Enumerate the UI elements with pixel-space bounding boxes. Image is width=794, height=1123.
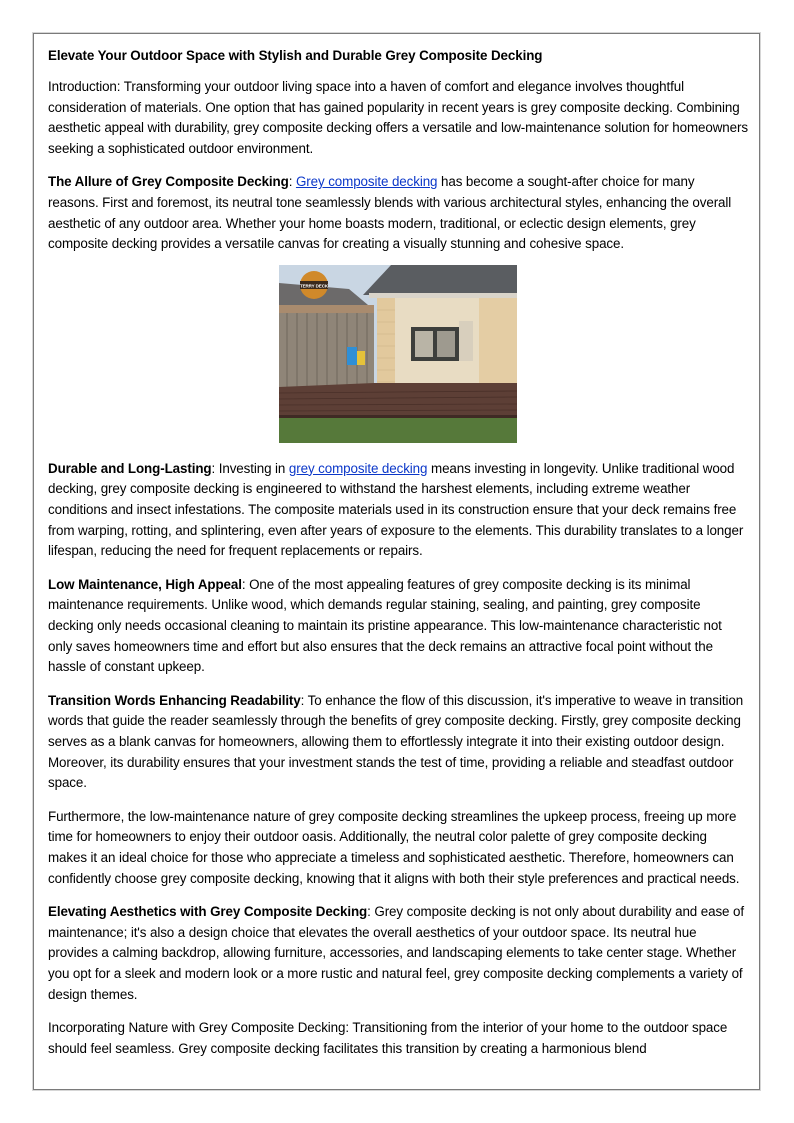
elevating-text: : Grey composite decking is not only about durability and ease of maintenance; it's also a design choice that elevates the overall aesthetics of your outdoor space. Its neutral hue provides a calming backdrop, allowing furniture, accessories, and landscaping elements to take center stage. Whether you opt for a sleek and modern look or a more rustic and natural feel, grey composite decking complements a variety of design themes. (48, 903, 744, 1002)
elevating-heading: Elevating Aesthetics with Grey Composite Decking (48, 903, 368, 919)
intro-paragraph: Introduction: Transforming your outdoor living space into a haven of comfort and elegance involves thoughtful consideration of materials. One option that has gained popularity in recent years is grey composite decking. Combining aesthetic appeal with durability, grey composite decking offers a versatile and low-maintenance solution for homeowners seeking a sophisticated outdoor environment. (48, 79, 748, 157)
maintenance-heading: Low Maintenance, High Appeal (48, 576, 242, 592)
elevating-paragraph (48, 902, 748, 1006)
document-title: Elevate Your Outdoor Space with Stylish and Durable Grey Composite Decking (48, 48, 543, 63)
allure-separator: : (288, 174, 296, 190)
grey-composite-decking-link-1[interactable]: Grey composite decking (295, 174, 438, 190)
durable-paragraph (48, 459, 748, 563)
deck-photo (279, 265, 517, 443)
nature-paragraph: Incorporating Nature with Grey Composite Decking: Transitioning from the interior of your home to the outdoor space should feel seamless. Grey composite decking facilitates this transition by creating a harmonious blend (48, 1020, 728, 1056)
svg-text:TERRY DECK: TERRY DECK (299, 283, 329, 289)
allure-heading: The Allure of Grey Composite Decking (48, 174, 289, 190)
allure-paragraph (48, 172, 748, 255)
deck-photo-illustration (279, 265, 517, 443)
transition-heading: Transition Words Enhancing Readability (48, 692, 301, 708)
allure-text: has become a sought-after choice for many reasons. First and foremost, its neutral tone seamlessly blends with various architectural styles, enhancing the overall aesthetic of any outdoor area. Whether your home boasts modern, traditional, or eclectic design elements, grey composite decking provides a versatile canvas for creating a visually stunning and cohesive space. (48, 174, 732, 252)
maintenance-paragraph (48, 575, 748, 679)
transition-text: : To enhance the flow of this discussion, it's imperative to weave in transition words that guide the reader seamlessly through the benefits of grey composite decking. Firstly, grey composite decking serves as a blank canvas for homeowners, allowing them to effortlessly integrate it into their existing outdoor design. Moreover, its durability ensures that your investment stands the test of time, providing a reliable and steadfast outdoor space. (48, 692, 744, 791)
maintenance-text: : One of the most appealing features of grey composite decking is its minimal maintenance requirements. Unlike wood, which demands regular staining, sealing, and painting, grey composite decking only needs occasional cleaning to maintain its pristine appearance. This low-maintenance characteristic not only saves homeowners time and effort but also ensures that the deck remains an attractive focal point without the hassle of constant upkeep. (48, 576, 722, 675)
durable-pre-text: : Investing in (211, 460, 289, 476)
transition-paragraph (48, 691, 748, 795)
grey-composite-decking-link-2[interactable]: grey composite decking (288, 460, 428, 476)
durable-heading: Durable and Long-Lasting (48, 460, 212, 476)
furthermore-paragraph: Furthermore, the low-maintenance nature of grey composite decking streamlines the upkeep process, freeing up more time for homeowners to enjoy their outdoor oasis. Additionally, the neutral color palette of grey composite decking makes it an ideal choice for those who appreciate a timeless and sophisticated aesthetic. Therefore, homeowners can confidently choose grey composite decking, knowing that it aligns with both their style preferences and practical needs. (48, 808, 740, 886)
durable-text: means investing in longevity. Unlike traditional wood decking, grey composite decking is engineered to withstand the harshest elements, including extreme weather conditions and insect infestations. The composite materials used in its construction ensure that your deck remains free from warping, rotting, and splintering, even after years of exposure to the elements. This durability translates to a longer lifespan, reducing the need for frequent replacements or repairs. (48, 460, 744, 559)
document-body (48, 46, 748, 1072)
